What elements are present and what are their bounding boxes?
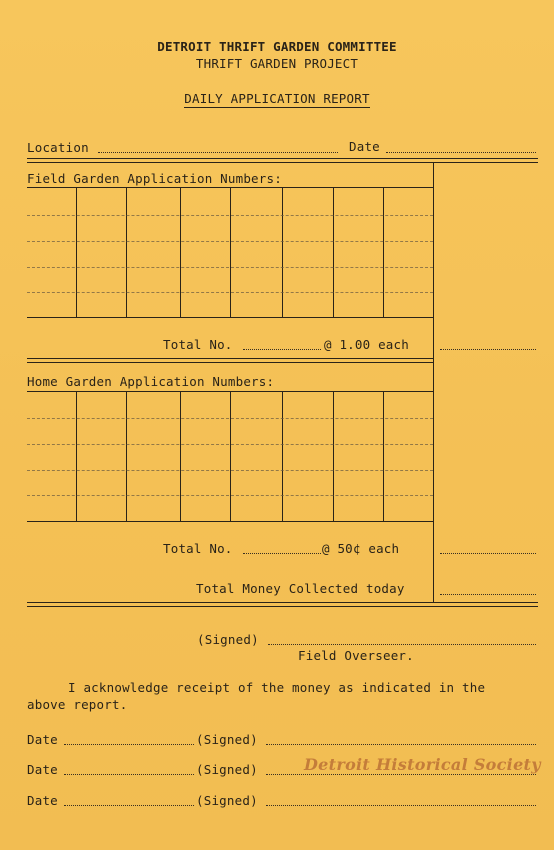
- field-amount-field[interactable]: [440, 349, 536, 350]
- rule-top-1: [27, 158, 538, 159]
- field-grid-row[interactable]: [27, 267, 433, 268]
- home-grid-col: [383, 392, 384, 522]
- field-rule-1: [27, 358, 434, 359]
- overseer-signature-field[interactable]: [268, 644, 536, 645]
- rule-top-2: [27, 162, 538, 163]
- acknowledgement-line2: above report.: [27, 697, 128, 712]
- receipt-signed-label: (Signed): [196, 732, 258, 747]
- field-price-label: @ 1.00 each: [324, 337, 409, 352]
- receipt-date-label: Date: [27, 762, 58, 777]
- field-grid-row[interactable]: [27, 215, 433, 216]
- field-grid-row[interactable]: [27, 292, 433, 293]
- rule-bottom-2: [27, 606, 538, 607]
- receipt-signed-label: (Signed): [196, 793, 258, 808]
- receipt-signature-field[interactable]: [266, 744, 536, 745]
- receipt-signature-field[interactable]: [266, 805, 536, 806]
- field-grid-col: [180, 188, 181, 318]
- rule-bottom-1: [27, 602, 538, 603]
- home-grid-col: [333, 392, 334, 522]
- home-grid-row[interactable]: [27, 495, 433, 496]
- home-grid-row[interactable]: [27, 444, 433, 445]
- report-title: [0, 91, 554, 106]
- field-grid-col: [383, 188, 384, 318]
- home-grid-col: [230, 392, 231, 522]
- field-total-field[interactable]: [243, 349, 321, 350]
- acknowledgement-line1: I acknowledge receipt of the money as indicated in the: [68, 680, 486, 695]
- receipt-date-field[interactable]: [64, 744, 194, 745]
- report-title-text: DAILY APPLICATION REPORT: [184, 91, 370, 106]
- field-rule-2: [27, 362, 434, 363]
- home-total-field[interactable]: [243, 553, 321, 554]
- form-right-border: [433, 162, 434, 602]
- project-heading: THRIFT GARDEN PROJECT: [195, 56, 359, 71]
- home-total-label: Total No.: [163, 541, 233, 556]
- receipt-signature-field[interactable]: [266, 774, 536, 775]
- watermark: Detroit Historical Society: [304, 755, 541, 774]
- location-field[interactable]: [98, 152, 338, 153]
- field-total-label: Total No.: [163, 337, 233, 352]
- field-garden-title: Field Garden Application Numbers:: [27, 171, 282, 186]
- receipt-date-field[interactable]: [64, 774, 194, 775]
- receipt-date-label: Date: [27, 793, 58, 808]
- home-grid-col: [126, 392, 127, 522]
- home-grid-row[interactable]: [27, 418, 433, 419]
- field-grid-col: [282, 188, 283, 318]
- total-money-field[interactable]: [440, 594, 536, 595]
- home-amount-field[interactable]: [440, 553, 536, 554]
- total-money-label: Total Money Collected today: [196, 581, 405, 596]
- home-grid-row[interactable]: [27, 470, 433, 471]
- field-grid-col: [126, 188, 127, 318]
- location-label: Location: [27, 140, 89, 155]
- home-grid-col: [282, 392, 283, 522]
- receipt-signed-label: (Signed): [196, 762, 258, 777]
- home-grid-col: [180, 392, 181, 522]
- field-grid-row[interactable]: [27, 241, 433, 242]
- overseer-title: Field Overseer.: [298, 648, 414, 663]
- field-grid-col: [333, 188, 334, 318]
- home-price-label: @ 50¢ each: [322, 541, 400, 556]
- field-grid-bottom: [27, 317, 434, 318]
- home-garden-title: Home Garden Application Numbers:: [27, 374, 275, 389]
- field-grid-col: [230, 188, 231, 318]
- home-grid-col: [76, 392, 77, 522]
- committee-heading: DETROIT THRIFT GARDEN COMMITTEE: [157, 39, 397, 54]
- overseer-signed-label: (Signed): [197, 632, 259, 647]
- receipt-date-field[interactable]: [64, 805, 194, 806]
- home-grid-bottom: [27, 521, 434, 522]
- receipt-date-label: Date: [27, 732, 58, 747]
- field-grid-col: [76, 188, 77, 318]
- date-field[interactable]: [386, 152, 536, 153]
- date-label: Date: [349, 139, 380, 154]
